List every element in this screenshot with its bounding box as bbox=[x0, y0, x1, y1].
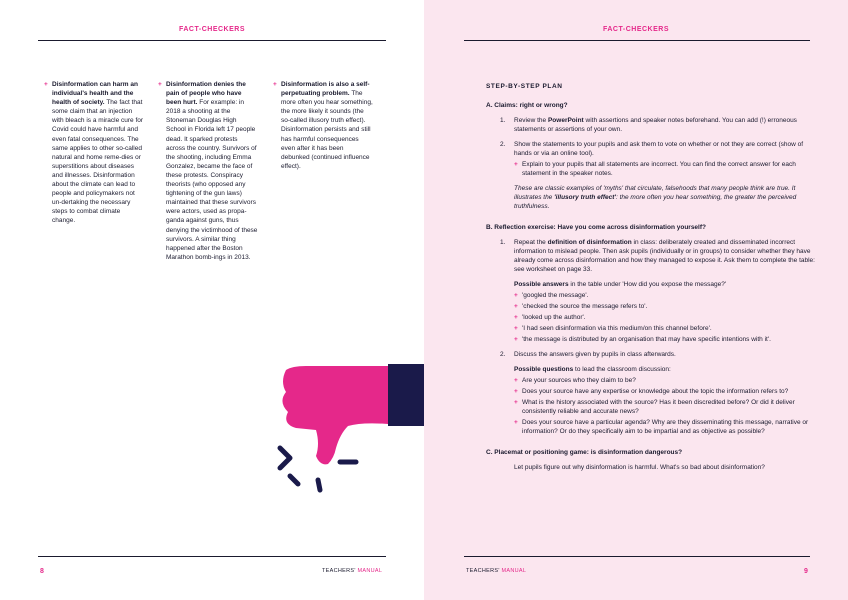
footer-title: TEACHERS' MANUAL bbox=[322, 568, 383, 574]
footer-rule bbox=[464, 556, 810, 557]
list-item: + 'I had seen disinformation via this medium/on this channel before'. bbox=[514, 325, 712, 332]
list-item: + 'looked up the author'. bbox=[514, 314, 586, 321]
column-body: The fact that some claim that an injection with bleach is a miracle cure for Covid could have harmful and even fatal consequences. The same applies to other so-called natural and home reme-dies or superstitions about diseases and illnesses. Disinformation about the climate can lead to people and policymakers not un-dertaking the necessary steps to combat climate change. bbox=[52, 99, 144, 225]
plus-icon: + bbox=[158, 81, 162, 88]
page-header: FACT-CHECKERS bbox=[602, 26, 669, 33]
header-rule bbox=[464, 40, 810, 41]
plan-title: STEP-BY-STEP PLAN bbox=[486, 83, 563, 90]
thumbs-down-icon bbox=[276, 364, 426, 504]
section-a-item-1: 1. Review the PowerPoint with assertions and speaker notes beforehand. You can add (!) erroneous statements or assertions of your own. bbox=[500, 117, 797, 133]
column-lead: Disinformation is also a self-perpetuating problem. bbox=[281, 81, 370, 98]
header-rule bbox=[38, 40, 386, 41]
column-2 bbox=[158, 80, 258, 262]
column-body: For example: in 2018 a shooting at the Stoneman Douglas High School in Florida left 17 people dead. It sparked protests across the country. Survivors of the shooting, including Emma Gonzalez, became the face of these protests. Conspiracy theorists (who opposed any tightening of the gun laws) maintained that these survivors were actors, used as propa-ganda against guns, thus denying the victimhood of these survivors. A similar thing happened after the Boston Marathon bomb-ings in 2013. bbox=[166, 99, 258, 261]
section-c-title: C. Placemat or positioning game: is disinformation dangerous? bbox=[486, 449, 683, 456]
section-c-text: Let pupils figure out why disinformation is harmful. What's so bad about disinformation? bbox=[514, 464, 765, 471]
column-lead: Disinformation can harm an individual's health and the health of society. bbox=[52, 81, 138, 107]
footer-rule bbox=[38, 556, 386, 557]
column-1 bbox=[44, 80, 144, 226]
list-item: + Does your source have any expertise or knowledge about the topic the information refers to? bbox=[514, 388, 789, 395]
section-b-item-2: 2. Discuss the answers given by pupils in class afterwards. bbox=[500, 351, 676, 358]
list-item: + What is the history associated with the source? Has it been discredited before? Or did it deliver consistently reliable and accurate news? bbox=[514, 399, 795, 415]
page-header: FACT-CHECKERS bbox=[178, 26, 245, 33]
section-a-note: These are classic examples of 'myths' that circulate, falsehoods that many people think are true. It illustrates the 'illusory truth effect': the more often you hear something, the greater the perceived truthfulness. bbox=[514, 185, 797, 210]
list-item: + 'the message is distributed by an organisation that may have specific intentions with it'. bbox=[514, 336, 771, 343]
section-b-title: B. Reflection exercise: Have you come across disinformation yourself? bbox=[486, 224, 706, 231]
plus-icon: + bbox=[44, 81, 48, 88]
plus-icon: + bbox=[273, 81, 277, 88]
section-b-item-1: 1. Repeat the definition of disinformation in class: deliberately created and disseminated incorrect information to mislead people. Then ask pupils (individually or in groups) to consider whether they have already come across disinformation and how they managed to expose it. Ask them to complete the table: see worksheet on page 33. bbox=[500, 239, 815, 273]
column-3 bbox=[273, 80, 373, 171]
column-lead: Disinformation denies the pain of people who have been hurt. bbox=[166, 81, 246, 107]
plan-content bbox=[486, 82, 816, 472]
page-number: 9 bbox=[804, 568, 808, 575]
page-number: 8 bbox=[40, 568, 44, 575]
section-a-title: A. Claims: right or wrong? bbox=[486, 102, 568, 109]
section-a-item-2: 2. Show the statements to your pupils and ask them to vote on whether or not they are correct (show of hands or via an online tool). bbox=[500, 141, 804, 157]
list-item: + 'checked the source the message refers to'. bbox=[514, 303, 648, 310]
list-item: + Does your source have a particular agenda? Why are they disseminating this message, narrative or information? Or do they specifically aim to be impartial and as objective as possible? bbox=[514, 419, 809, 435]
right-page bbox=[424, 0, 848, 600]
list-item: + Are your sources who they claim to be? bbox=[514, 377, 636, 384]
list-item: + 'googled the message'. bbox=[514, 292, 589, 299]
answers-intro: Possible answers in the table under 'How did you expose the message?' bbox=[514, 281, 727, 288]
footer-title: TEACHERS' MANUAL bbox=[466, 568, 527, 574]
column-body: The more often you hear something, the more likely it sounds (the so-called illusory truth effect). Disinformation persists and still has harmful consequences even after it has been debunked (continued influence effect). bbox=[281, 90, 373, 170]
section-a-item-2-sub: + Explain to your pupils that all statements are incorrect. You can find the correct answer for each statement in the speaker notes. bbox=[514, 161, 796, 177]
questions-intro: Possible questions to lead the classroom discussion: bbox=[514, 366, 671, 373]
